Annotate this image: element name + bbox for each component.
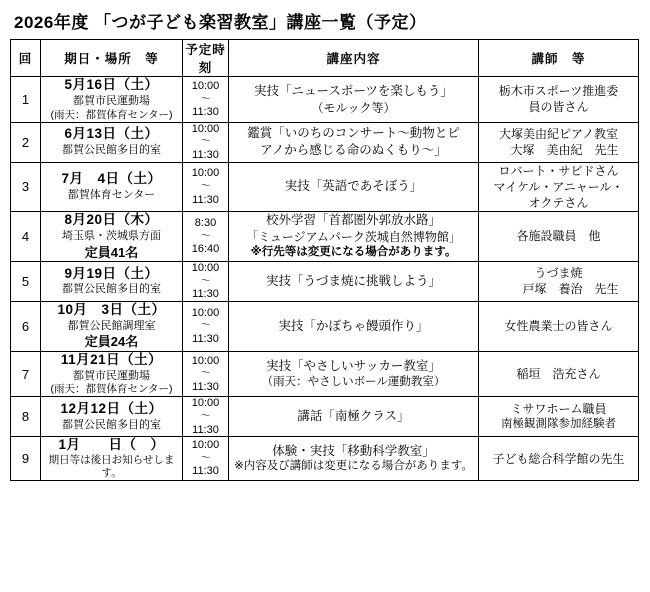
row-date: 1月 日（ ） — [58, 437, 165, 453]
row-instructor — [479, 261, 639, 301]
row-instructor — [479, 397, 639, 437]
row-content-line2: （モルック等） — [311, 100, 396, 115]
table-row — [11, 397, 639, 437]
row-time-start: 10:00 — [191, 122, 220, 135]
row-instructor-line2: 大塚 美由紀 先生 — [510, 143, 619, 158]
table-row — [11, 437, 639, 481]
row-date-place — [41, 162, 183, 212]
row-time-start: 8:30 — [194, 217, 217, 230]
row-time-start: 10:00 — [191, 354, 220, 367]
row-content-line1: 実技「英語であそぼう」 — [284, 179, 423, 194]
row-instructor — [479, 351, 639, 397]
row-time — [183, 397, 229, 437]
header-date-place: 期日・場所 等 — [41, 40, 183, 77]
row-time-start: 10:00 — [191, 79, 220, 92]
row-instructor — [479, 301, 639, 351]
row-instructor — [479, 437, 639, 481]
table-header-row — [11, 40, 639, 77]
row-date: 5月16日（土） — [64, 77, 159, 92]
row-date: 12月12日（土） — [60, 400, 163, 416]
row-date-place — [41, 301, 183, 351]
row-instructor-line2: マイケル・アニャール・ — [493, 179, 624, 194]
time-range-tilde: ～ — [200, 411, 211, 423]
table-row — [11, 351, 639, 397]
table-row — [11, 122, 639, 162]
row-content-line1: 鑑賞「いのちのコンサート～動物とピ — [247, 126, 460, 141]
table-row — [11, 162, 639, 212]
header-content: 講座内容 — [229, 40, 479, 77]
row-content-line1: 実技「やさしいサッカー教室」 — [266, 358, 441, 373]
row-capacity: 定員41名 — [84, 244, 139, 260]
row-date-place — [41, 397, 183, 437]
row-content — [229, 301, 479, 351]
row-time-start: 10:00 — [191, 397, 220, 410]
row-instructor — [479, 77, 639, 123]
row-time-end: 16:40 — [191, 243, 220, 256]
row-content — [229, 351, 479, 397]
row-content — [229, 437, 479, 481]
time-range-tilde: ～ — [200, 230, 211, 242]
row-instructor-line2: 南極観測隊参加経験者 — [501, 418, 616, 431]
row-content-line2: （雨天：やさしいボール運動教室） — [261, 375, 446, 388]
row-content-note: ※行先等は変更になる場合があります。 — [250, 246, 457, 259]
course-schedule-table — [10, 39, 639, 481]
row-place-note: (雨天：都賀体育センター) — [50, 383, 173, 396]
row-date-place — [41, 437, 183, 481]
row-date: 8月20日（木） — [64, 212, 159, 228]
row-content-line1: 実技「うづま焼に挑戦しよう」 — [265, 273, 441, 288]
row-place: 都賀公民館調理室 — [67, 319, 156, 332]
row-date: 6月13日（土） — [64, 126, 159, 142]
row-place: 都賀体育センター — [67, 188, 156, 201]
row-time — [183, 261, 229, 301]
time-range-tilde: ～ — [200, 320, 211, 332]
row-number: 9 — [11, 437, 41, 481]
time-range-tilde: ～ — [200, 93, 211, 105]
time-range-tilde: ～ — [200, 452, 211, 464]
row-date-place — [41, 77, 183, 123]
row-time-end: 11:30 — [192, 465, 219, 478]
row-time — [183, 351, 229, 397]
table-row — [11, 261, 639, 301]
row-date: 10月 3日（土） — [57, 301, 166, 317]
row-content — [229, 261, 479, 301]
row-date-place — [41, 212, 183, 262]
row-time — [183, 77, 229, 123]
row-date: 7月 4日（土） — [61, 171, 162, 186]
row-place: 都賀公民館多目的室 — [62, 418, 161, 431]
row-time-end: 11:30 — [192, 380, 219, 393]
time-range-tilde: ～ — [200, 136, 211, 148]
row-number: 7 — [11, 351, 41, 397]
time-range-tilde: ～ — [200, 275, 211, 287]
row-time-end: 11:30 — [192, 332, 219, 345]
row-content-line2: 「ミュージアムパーク茨城自然博物館」 — [246, 230, 461, 245]
row-content-line2: アノから感じる命のぬくもり～」 — [260, 143, 447, 158]
row-time — [183, 162, 229, 212]
row-instructor-line1: ミサワホーム職員 — [510, 401, 607, 416]
row-number: 2 — [11, 122, 41, 162]
row-number: 3 — [11, 162, 41, 212]
row-instructor-line1: 稲垣 浩充さん — [516, 366, 601, 381]
row-place: 都賀市民運動場 — [73, 369, 150, 382]
row-content — [229, 397, 479, 437]
row-number: 4 — [11, 212, 41, 262]
row-place: 埼玉県・茨城県方面 — [62, 229, 161, 242]
row-instructor-line2: 員の皆さん — [528, 100, 589, 115]
row-time-start: 10:00 — [191, 167, 220, 180]
row-content-line1: 実技「かぼちゃ饅頭作り」 — [278, 318, 429, 333]
row-time-end: 11:30 — [192, 423, 219, 436]
row-instructor-line1: ロバート・サビドさん — [498, 163, 619, 178]
row-content-line1: 体験・実技「移動科学教室」 — [272, 443, 435, 458]
row-number: 8 — [11, 397, 41, 437]
row-time-end: 11:30 — [192, 193, 219, 206]
row-time-start: 10:00 — [191, 261, 220, 274]
row-content-note: ※内容及び講師は変更になる場合があります。 — [234, 460, 473, 473]
header-instructor: 講師 等 — [479, 40, 639, 77]
row-number: 1 — [11, 77, 41, 123]
row-instructor-line1: 大塚美由紀ピアノ教室 — [498, 126, 619, 141]
header-no: 回 — [11, 40, 41, 77]
row-place: 都賀公民館多目的室 — [62, 283, 161, 296]
row-time — [183, 437, 229, 481]
row-time-start: 10:00 — [191, 439, 220, 452]
row-content-line1: 講話「南極クラス」 — [297, 409, 410, 424]
row-time — [183, 122, 229, 162]
row-place: 期日等は後日お知らせします。 — [48, 454, 175, 480]
row-time-start: 10:00 — [191, 306, 220, 319]
row-content — [229, 162, 479, 212]
row-instructor-line3: オクテさん — [528, 195, 589, 210]
row-time-end: 11:30 — [192, 148, 219, 161]
row-instructor-line1: 栃木市スポーツ推進委 — [498, 84, 619, 99]
time-range-tilde: ～ — [200, 181, 211, 193]
row-time-end: 11:30 — [192, 288, 219, 301]
row-instructor-line1: 女性農業士の皆さん — [504, 319, 613, 334]
time-range-tilde: ～ — [200, 368, 211, 380]
row-date-place — [41, 351, 183, 397]
row-content — [229, 77, 479, 123]
row-instructor — [479, 162, 639, 212]
row-instructor-line2: 戸塚 養治 先生 — [498, 282, 619, 297]
row-date-place — [41, 261, 183, 301]
row-instructor — [479, 212, 639, 262]
row-capacity: 定員24名 — [84, 334, 139, 350]
table-row — [11, 212, 639, 262]
row-date: 9月19日（土） — [64, 265, 159, 281]
row-content — [229, 122, 479, 162]
row-number: 5 — [11, 261, 41, 301]
page-title: 2026年度 「つが子ども楽習教室」講座一覧（予定） — [14, 13, 427, 32]
row-place: 都賀市民運動場 — [73, 94, 150, 107]
row-instructor-line1: 子ども総合科学館の先生 — [492, 451, 625, 466]
row-time-end: 11:30 — [192, 106, 219, 119]
row-instructor-line1: 各施設職員 他 — [516, 229, 601, 244]
row-content-line1: 実技「ニュースポーツを楽しもう」 — [254, 83, 453, 98]
row-content — [229, 212, 479, 262]
row-time — [183, 212, 229, 262]
row-place: 都賀公民館多目的室 — [62, 144, 161, 157]
row-instructor-line1: うづま焼 — [534, 266, 583, 281]
row-time — [183, 301, 229, 351]
table-row — [11, 301, 639, 351]
row-instructor — [479, 122, 639, 162]
header-time: 予定時刻 — [183, 40, 229, 77]
row-content-line1: 校外学習「首都圏外郭放水路」 — [265, 213, 441, 228]
table-row — [11, 77, 639, 123]
row-date-place — [41, 122, 183, 162]
row-date: 11月21日（土） — [60, 351, 163, 367]
row-place-note: (雨天：都賀体育センター) — [50, 108, 173, 121]
row-number: 6 — [11, 301, 41, 351]
